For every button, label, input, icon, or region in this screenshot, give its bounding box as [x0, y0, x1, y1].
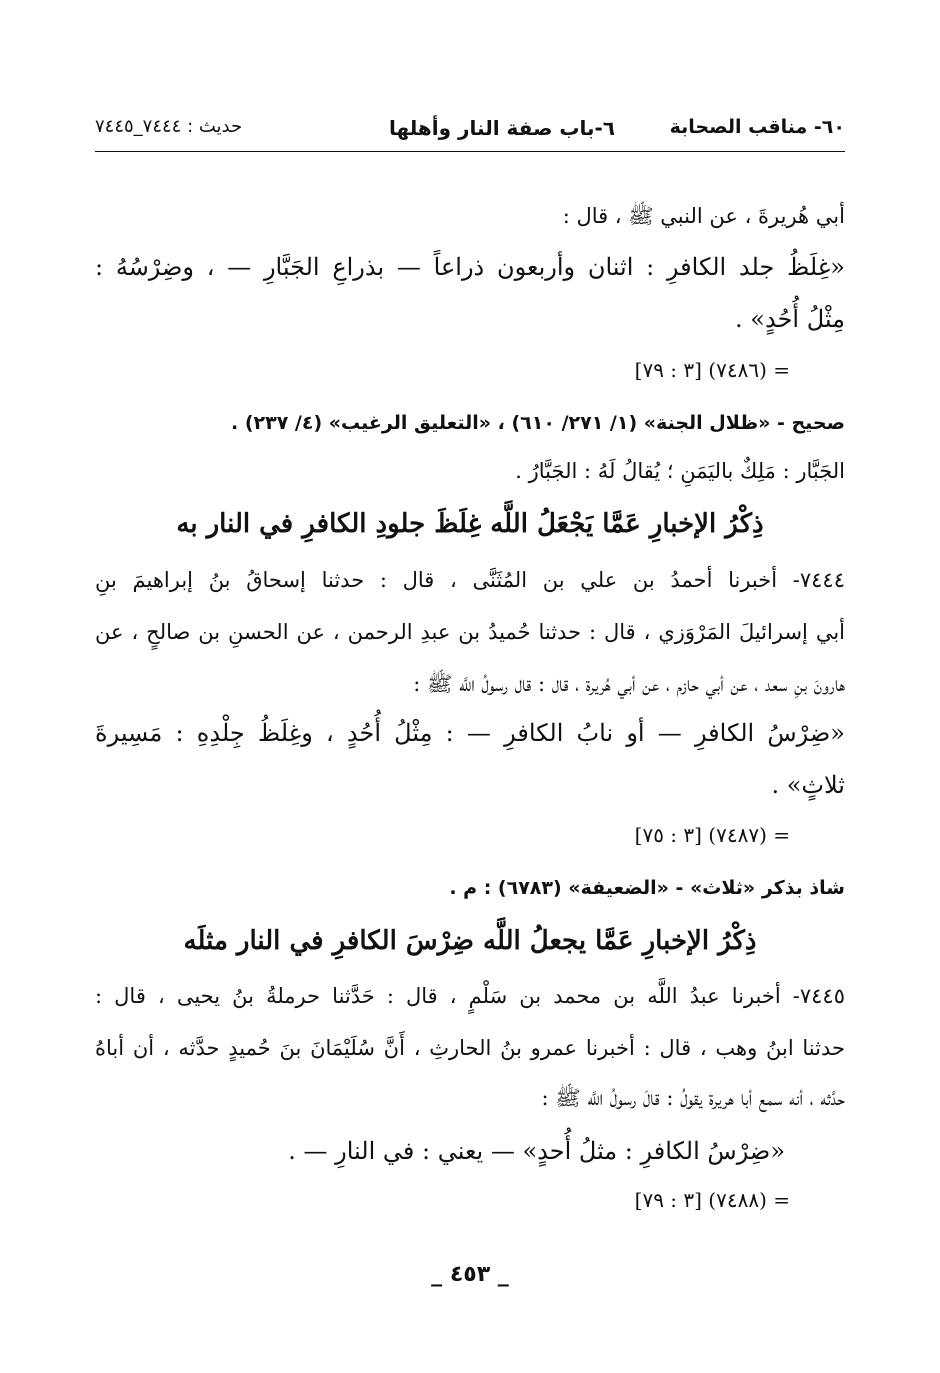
page-header — [95, 116, 845, 148]
reference-line: = (٧٤٨٧) [٣ : ٧٥] — [634, 823, 790, 847]
header-book-title: ٦٠- مناقب الصحابة — [669, 116, 845, 138]
hadith-text-line: «ضِرْسُ الكافرِ — أو نابُ الكافرِ — : مِثْلُ أُحُدٍ ، وغِلَظُ جِلْدِهِ : مَسِيرةَ — [95, 719, 845, 747]
header-hadith-range: حديث : ٧٤٤٤_٧٤٤٥ — [95, 116, 243, 137]
isnad-line: أبي إسرائيلَ المَرْوَزي ، قال : حدثنا حُميدُ بن عبدِ الرحمن ، عن الحسنِ بن صالحٍ ، عن — [95, 620, 845, 644]
text-line: أبي هُريرةَ ، عن النبي ﷺ ، قال : — [562, 204, 845, 228]
hadith-text-line: «ضِرْسُ الكافرِ : مثلُ أُحدٍ» — يعني : في النارِ — . — [288, 1137, 785, 1165]
header-rule — [95, 151, 845, 152]
isnad-line: ٧٤٤٥- أخبرنا عبدُ اللَّه بن محمد بن سَلْمٍ ، قال : حَدَّثنا حرملةُ بنُ يحيى ، قال : — [95, 984, 845, 1008]
hadith-text-line: ثلاثٍ» . — [771, 771, 845, 799]
grading-line: شاذ بذكر «ثلاث» - «الضعيفة» (٦٧٨٣) : م . — [449, 877, 845, 899]
hadith-text-line: مِثْلُ أُحُدٍ» . — [735, 305, 845, 333]
header-chapter-title: ٦-باب صفة النار وأهلها — [389, 116, 615, 140]
section-heading: ذِكْرُ الإخبارِ عَمَّا يَجْعَلُ اللَّه غِلَظَ جلودِ الكافرِ في النار به — [176, 509, 764, 539]
section-heading: ذِكْرُ الإخبارِ عَمَّا يجعلُ اللَّه ضِرْسَ الكافرِ في النار مثلَه — [183, 926, 757, 956]
isnad-line: حدثنا ابنُ وهب ، قال : أخبرنا عمرو بنُ الحارثِ ، أَنَّ سُلَيْمَانَ بنَ حُميدٍ حدَّثه ، أن أباهُ — [95, 1036, 845, 1060]
hadith-text-line: «غِلَظُ جلد الكافرِ : اثنان وأربعون ذراعاً — بذراعِ الجَبَّارِ — ، وضِرْسُهُ : — [95, 253, 845, 281]
reference-line: = (٧٤٨٦) [٣ : ٧٩] — [634, 358, 790, 382]
note-line: الجَبَّار : مَلِكٌ باليَمَنِ ؛ يُقالُ لَهُ : الجَبَّارُ . — [515, 459, 845, 483]
page-number: _ ٤٥٣ _ — [431, 1262, 509, 1287]
grading-line: صحيح - «ظلال الجنة» (١/ ٢٧١/ ٦١٠) ، «التعليق الرغيب» (٤/ ٢٣٧) . — [230, 412, 845, 434]
isnad-line: حدَّثه ، أنه سمع أبا هريرة يقولُ : قالَ رسولُ اللَّه ﷺ : — [541, 1086, 845, 1110]
isnad-line: ٧٤٤٤- أخبرنا أحمدُ بن علي بن المُثَنَّى ، قال : حدثنا إسحاقُ بنُ إبراهيمَ بنِ — [95, 568, 845, 592]
reference-line: = (٧٤٨٨) [٣ : ٧٩] — [634, 1188, 790, 1212]
isnad-line: هارونَ بنِ سعد ، عن أبي حازم ، عن أبي هُريرة ، قال : قال رسولُ اللَّه ﷺ : — [413, 672, 845, 696]
